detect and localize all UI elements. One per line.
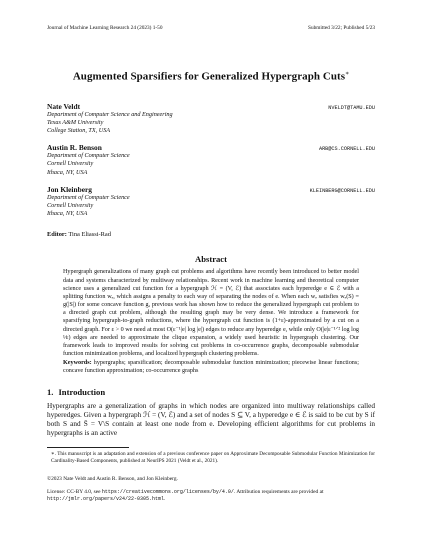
copyright-line: ©2023 Nate Veldt and Austin R. Benson, and Jon Kleinberg. [47, 475, 178, 482]
author-email: KLEINBERG@CORNELL.EDU [309, 187, 375, 194]
author-block [47, 143, 375, 177]
introduction-text: Hypergraphs are a generalization of graphs in which nodes are organized into multiway relationships called hyperedges. Given a hypergraph ℋ = (V, ℰ) and a set of nodes S ⊆ V, a hyperedge e ∈ ℰ is said to be cut by S if both S and S̄ = V\S contain at least one node from e. Developing efficient algorithms for cut problems in hypergraphs is an active [47, 401, 375, 438]
editor-name: Tina Eliassi-Rad [68, 231, 111, 239]
footnote [47, 451, 375, 465]
section-number: 1. [47, 386, 54, 397]
author-affiliation-line: Ithaca, NY, USA [47, 168, 88, 176]
author-block [47, 102, 375, 136]
author-affiliation-line: Department of Computer Science and Engineering [47, 110, 173, 118]
paper-title-text: Augmented Sparsifiers for Generalized Hypergraph Cuts [72, 70, 346, 83]
journal-info: Journal of Machine Learning Research 24 (2023) 1-50 [47, 25, 163, 31]
keywords-line [63, 359, 359, 375]
keywords-text: hypergraphs; sparsification; decomposable submodular function minimization; piecewise linear functions; concave function approximation; co-occurrence graphs [63, 360, 359, 375]
section-title: Introduction [58, 386, 106, 397]
author-name: Austin R. Benson [47, 143, 102, 153]
footnote-marker: ∗. [51, 450, 56, 457]
author-affiliation-line: College Station, TX, USA [47, 127, 111, 135]
editor-line [47, 231, 375, 239]
abstract-text: Hypergraph generalizations of many graph cut problems and algorithms have recently been introduced to better model data and systems characterized by multiway relationships. Recent work in machine learning and theoretical computer science uses a generalized cut function for a hypergraph ℋ = (V, ℰ) that associates each hyperedge e ∈ ℰ with a splitting function wₑ, which assigns a penalty to each way of separating the nodes of e. When each wₑ satisfies wₑ(S) = g(|S|) for some concave function g, previous work has shown how to reduce the generalized hypergraph cut problem to a directed graph cut problem, although the resulting graph may be very dense. We introduce a framework for sparsifying hypergraph-to-graph reductions, where the hypergraph cut function is (1+ε)-approximated by a cut on a directed graph. For ε > 0 we need at most O(ε⁻¹|e| log |e|) edges to reduce any hyperedge e, while only O(|e|ε⁻¹ᐟ² log log ¹⁄ε) edges are needed to approximate the clique expansion, a widely used heuristic in hypergraph clustering. Our framework leads to improved results for solving cut problems in co-occurrence graphs, decomposable submodular function minimization problems, and localized hypergraph clustering problems. [63, 269, 359, 358]
license-line [47, 489, 375, 503]
footnote-divider [47, 447, 129, 448]
license-prefix: License: CC-BY 4.0, see [47, 488, 101, 495]
author-name: Jon Kleinberg [47, 184, 92, 194]
author-affiliation-line: Department of Computer Science [47, 152, 130, 160]
author-email: NVELDT@TAMU.EDU [328, 104, 375, 111]
author-name: Nate Veldt [47, 101, 81, 111]
keywords-label: Keywords: [63, 360, 92, 367]
submission-dates: Submitted 3/22; Published 5/23 [308, 25, 375, 31]
author-affiliation-line: Cornell University [47, 202, 94, 210]
title-footnote-marker: ∗ [345, 71, 350, 77]
paper-title [47, 68, 375, 84]
running-header [47, 0, 375, 32]
author-affiliation-line: Cornell University [47, 160, 94, 168]
author-affiliation-line: Ithaca, NY, USA [47, 210, 88, 218]
license-middle: . Attribution requirements are provided at [233, 488, 324, 495]
section-heading [47, 387, 375, 397]
author-email: ARB@CS.CORNELL.EDU [318, 146, 375, 153]
footnote-text: This manuscript is an adaptation and extension of a previous conference paper on Approximate Decomposable Submodular Function Minimization for Cardinality-Based Components, published at NeurIPS 2021 (Veldt et al., 2021). [51, 450, 376, 464]
paper-link[interactable]: http://jmlr.org/papers/v24/22-0305.html [47, 495, 165, 502]
license-link[interactable]: https://creativecommons.org/licenses/by/4.0/ [101, 488, 234, 495]
abstract-heading: Abstract [195, 254, 227, 265]
editor-label: Editor: [47, 231, 67, 239]
author-block [47, 185, 375, 219]
author-affiliation-line: Texas A&M University [47, 118, 104, 126]
license-suffix: . [164, 495, 166, 502]
author-affiliation-line: Department of Computer Science [47, 193, 130, 201]
